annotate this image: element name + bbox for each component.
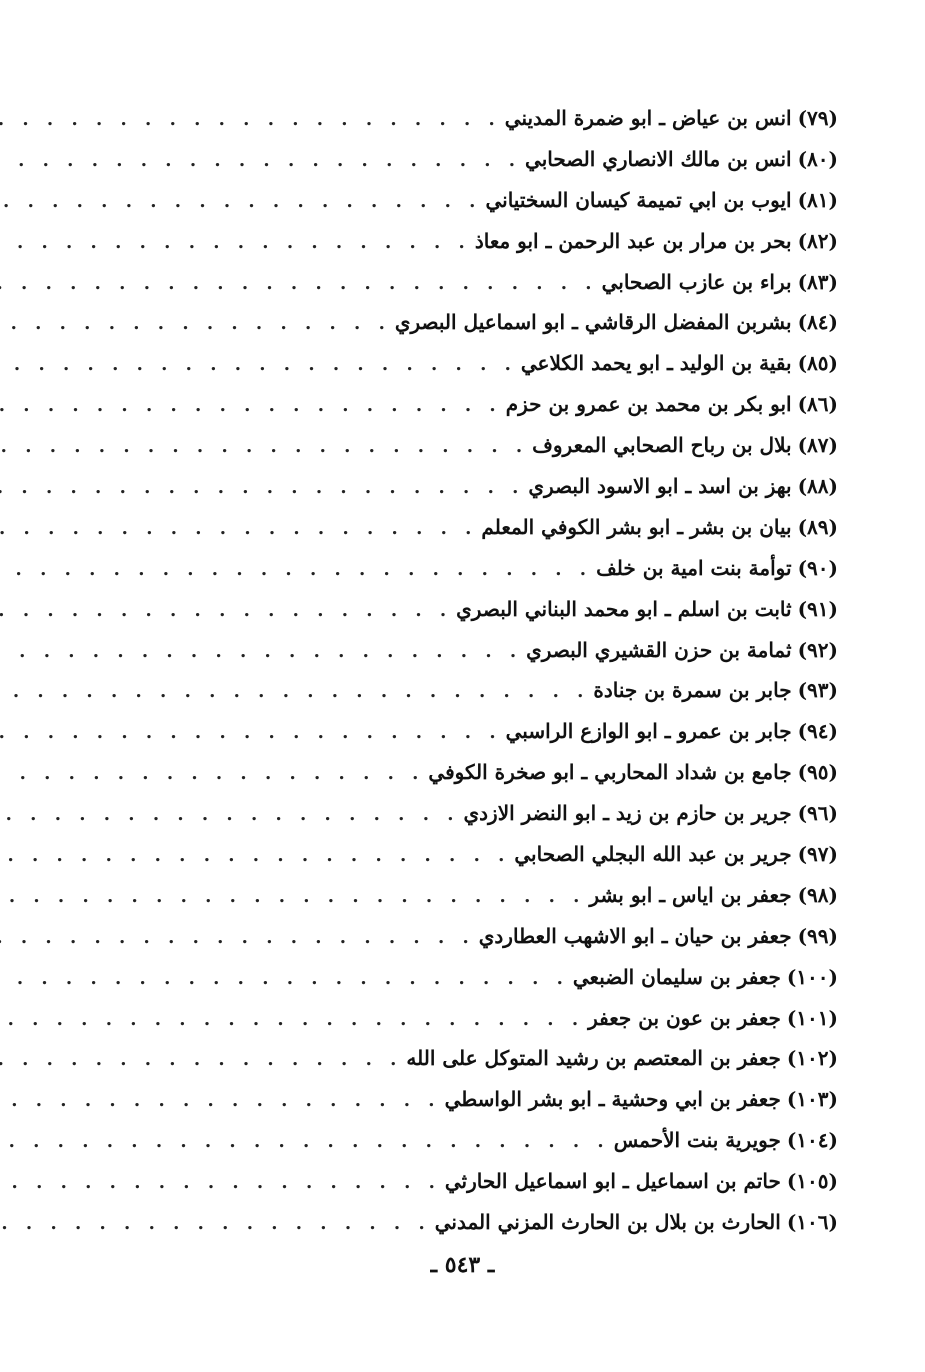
index-entry — [128, 916, 838, 957]
index-entry — [128, 834, 838, 875]
index-entry — [128, 302, 838, 343]
dot-leader — [0, 468, 528, 509]
index-entry — [128, 1079, 838, 1120]
dot-leader — [0, 713, 506, 754]
dot-leader — [0, 1163, 445, 1204]
index-entry — [128, 998, 838, 1039]
dot-leader — [0, 427, 532, 468]
dot-leader — [0, 100, 505, 141]
index-entry — [128, 180, 838, 221]
dot-leader — [0, 345, 521, 386]
index-entry — [128, 630, 838, 671]
index-list — [128, 98, 838, 1243]
index-entry — [128, 711, 838, 752]
entry-name: بيان بن بشر ـ ابو بشر الكوفي المعلم — [481, 514, 792, 539]
entry-number: (٨٨) — [797, 474, 838, 499]
entry-number: (٨٥) — [797, 351, 838, 376]
entry-name: جعفر بن سليمان الضبعي — [572, 964, 781, 989]
index-entry — [128, 957, 838, 998]
entry-name: بقية بن الوليد ـ ابو يحمد الكلاعي — [520, 351, 792, 376]
entry-number: (٩٧) — [797, 842, 838, 867]
entry-number: (١٠٣) — [786, 1087, 838, 1112]
dot-leader — [0, 836, 514, 877]
entry-number: (٩٥) — [797, 760, 838, 785]
entry-name: جعفر بن ابي وحشية ـ ابو بشر الواسطي — [444, 1087, 781, 1112]
index-entry — [128, 1038, 838, 1079]
entry-number: (٩٦) — [797, 801, 838, 826]
entry-name: جعفر بن المعتصم بن رشيد المتوكل على الله — [406, 1046, 781, 1071]
dot-leader — [0, 264, 602, 305]
entry-name: انس بن مالك الانصاري الصحابي — [525, 146, 792, 171]
entry-number: (١٠٦) — [786, 1210, 838, 1235]
dot-leader — [0, 672, 593, 713]
index-entry — [128, 670, 838, 711]
entry-name: حاتم بن اسماعيل ـ ابو اسماعيل الحارثي — [444, 1169, 781, 1194]
entry-number: (٨٠) — [797, 146, 838, 171]
entry-name: جرير بن عبد الله البجلي الصحابي — [514, 842, 792, 867]
dot-leader — [0, 1122, 614, 1163]
entry-number: (٨٩) — [797, 514, 838, 539]
entry-name: ايوب بن ابي تميمة كيسان السختياني — [485, 187, 792, 212]
index-entry — [128, 466, 838, 507]
entry-name: بحر بن مرار بن عبد الرحمن ـ ابو معاذ — [474, 228, 792, 253]
dot-leader — [0, 182, 485, 223]
entry-name: جويرية بنت الأحمس — [613, 1128, 781, 1153]
entry-name: جعفر بن اياس ـ ابو بشر — [589, 882, 792, 907]
dot-leader — [0, 550, 596, 591]
entry-number: (١٠٠) — [786, 964, 838, 989]
entry-number: (٨١) — [797, 187, 838, 212]
page-number: ـ ٥٤٣ ـ — [430, 1252, 495, 1278]
dot-leader — [0, 223, 475, 264]
index-entry — [128, 752, 838, 793]
dot-leader — [0, 386, 506, 427]
entry-name: بشربن المفضل الرقاشي ـ ابو اسماعيل البصري — [394, 310, 792, 335]
index-entry — [128, 507, 838, 548]
entry-number: (٨٦) — [797, 392, 838, 417]
index-entry — [128, 98, 838, 139]
index-entry — [128, 139, 838, 180]
entry-name: ثابت بن اسلم ـ ابو محمد البناني البصري — [456, 596, 792, 621]
index-entry — [128, 221, 838, 262]
entry-name: ابو بكر بن محمد بن عمرو بن حزم — [505, 392, 792, 417]
entry-number: (١٠٤) — [786, 1128, 838, 1153]
index-entry — [128, 548, 838, 589]
entry-number: (١٠٥) — [786, 1169, 838, 1194]
entry-name: بهز بن اسد ـ ابو الاسود البصري — [528, 474, 792, 499]
index-entry — [128, 425, 838, 466]
dot-leader — [0, 754, 428, 795]
dot-leader — [0, 509, 481, 550]
index-entry — [128, 1161, 838, 1202]
entry-name: الحارث بن بلال بن الحارث المزني المدني — [434, 1210, 781, 1235]
index-entry — [128, 589, 838, 630]
entry-number: (١٠٢) — [786, 1046, 838, 1071]
dot-leader — [0, 918, 479, 959]
index-entry — [128, 875, 838, 916]
index-entry — [128, 343, 838, 384]
dot-leader — [0, 141, 525, 182]
dot-leader — [0, 1000, 588, 1041]
index-entry — [128, 1120, 838, 1161]
entry-number: (٩٩) — [797, 923, 838, 948]
dot-leader — [0, 959, 573, 1000]
dot-leader — [0, 632, 526, 673]
entry-name: جعفر بن حيان ـ ابو الاشهب العطاردي — [478, 923, 792, 948]
index-entry — [128, 384, 838, 425]
dot-leader — [0, 1081, 445, 1122]
dot-leader — [0, 877, 589, 918]
entry-number: (٨٢) — [797, 228, 838, 253]
entry-number: (٩٠) — [797, 555, 838, 580]
dot-leader — [0, 795, 464, 836]
dot-leader — [0, 1040, 406, 1081]
entry-number: (٩٨) — [797, 882, 838, 907]
entry-number: (٩٣) — [797, 678, 838, 703]
entry-number: (٩١) — [797, 596, 838, 621]
entry-number: (١٠١) — [786, 1005, 838, 1030]
dot-leader — [0, 1204, 435, 1245]
entry-name: براء بن عازب الصحابي — [601, 269, 792, 294]
entry-number: (٨٣) — [797, 269, 838, 294]
entry-number: (٩٤) — [797, 719, 838, 744]
entry-name: انس بن عياض ـ ابو ضمرة المديني — [504, 106, 792, 130]
index-entry — [128, 262, 838, 303]
entry-number: (٩٢) — [797, 637, 838, 662]
entry-name: جرير بن حازم بن زيد ـ ابو النضر الازدي — [463, 801, 792, 826]
index-entry — [128, 1202, 838, 1243]
entry-name: جابر بن سمرة بن جنادة — [593, 678, 792, 703]
entry-name: ثمامة بن حزن القشيري البصري — [526, 637, 792, 662]
dot-leader — [0, 304, 395, 345]
entry-name: توأمة بنت امية بن خلف — [596, 555, 792, 580]
entry-name: بلال بن رباح الصحابي المعروف — [532, 433, 792, 458]
entry-name: جابر بن عمرو ـ ابو الوازع الراسبي — [505, 719, 792, 744]
dot-leader — [0, 591, 456, 632]
entry-number: (٨٤) — [797, 310, 838, 335]
entry-number: (٧٩) — [797, 106, 838, 130]
entry-name: جعفر بن عون بن جعفر — [588, 1005, 781, 1030]
entry-number: (٨٧) — [797, 433, 838, 458]
entry-name: جامع بن شداد المحاربي ـ ابو صخرة الكوفي — [428, 760, 792, 785]
index-entry — [128, 793, 838, 834]
